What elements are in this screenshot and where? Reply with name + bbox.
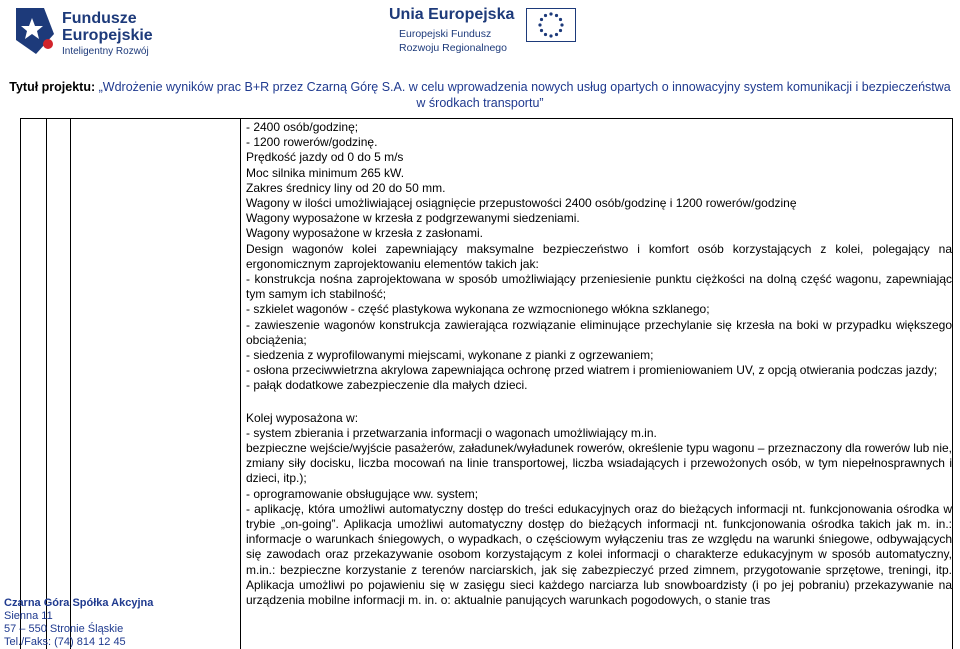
kolej-heading: Kolej wyposażona w: [246, 410, 359, 425]
design-item: - siedzenia z wyprofilowanymi miejscami, wykonane z pianki z ogrzewaniem; [246, 348, 654, 363]
design-item: - pałąk dodatkowe zabezpieczenie dla małych dzieci. [246, 378, 528, 393]
fe-star-icon [14, 4, 58, 56]
spec-line: Zakres średnicy liny od 20 do 50 mm. [246, 180, 446, 195]
kolej-item: - aplikację, która umożliwi automatyczny dostęp do treści edukacyjnych oraz do bieżących informacji nt. funkcjonowania ośrodka w trybie „on-going”. Aplikacja umożliwi automatyczny dostęp do bieżących informacji nt. funkcjonowania ośrodka takich jak m. in.: informacje o warunkach śniegowych, o wypadkach, o częściowym wyłączeniu tras ze względu na warunki śniegowe, odbywających się zawodach oraz przekazywanie osobom korzystającym z kolei informacji o charakterze edukacyjnym w sposób automatyczny, m.in.: bezpieczne korzystanie z terenów narciarskich, jak się zabezpieczyć przed zimnem, przygotowanie sprzętowe, treningi, itp. Aplikacja umożliwi po pojawieniu się w zasięgu sieci każdego narciarza lub snowboardzisty (i po jej pobraniu) przekazywanie na urządzenia mobilne informacji m. in. o: aktualnie panujących warunkach pogodowych, o stanie tras [246, 501, 952, 608]
spec-line: Wagony wyposażone w krzesła z zasłonami. [246, 226, 483, 241]
table-col-line-2 [46, 118, 47, 649]
spec-line: - 2400 osób/godzinę; [246, 120, 359, 134]
table-col-line-5 [952, 118, 953, 649]
design-item: - konstrukcja nośna zaprojektowana w sposób umożliwiający przeniesienie punktu ciężkości na dolną część wagonu, zapewniając tym samym ich stabilność; [246, 272, 952, 302]
fe-line1: Fundusze [62, 10, 137, 27]
design-item: - szkielet wagonów - część plastykowa wykonana ze wzmocnionego włókna szklanego; [246, 302, 710, 317]
fe-line2: Europejskie [62, 27, 153, 44]
ue-line2: Rozwoju Regionalnego [399, 42, 507, 54]
table-col-line-4 [240, 118, 241, 649]
kolej-item: - system zbierania i przetwarzania informacji o wagonach umożliwiający m.in. [246, 425, 657, 440]
spec-line: Wagony wyposażone w krzesła z podgrzewanymi siedzeniami. [246, 211, 580, 226]
design-paragraph: Design wagonów kolei zapewniający maksymalne bezpieczeństwo i komfort osób korzystających z kolei, polegający na ergonomicznym zaprojektowaniu elementów takich jak: [246, 241, 952, 271]
spec-content [246, 120, 952, 608]
design-item: - osłona przeciwwietrzna akrylowa zapewniająca ochronę przed wiatrem i promieniowaniem UV, z opcją otwierania podczas jazdy; [246, 363, 938, 378]
spec-line: Wagony w ilości umożliwiającej osiągnięcie przepustowości 2400 osób/godzinę i 1200 rowerów/godzinę [246, 196, 797, 211]
company-street: Sienna 11 [4, 610, 53, 622]
company-footer [4, 597, 153, 649]
table-col-line-1 [20, 118, 21, 649]
project-title-label: Tytuł projektu: [9, 80, 96, 94]
table-col-line-3 [70, 118, 71, 649]
fundusze-europejskie-logo [14, 4, 164, 60]
kolej-item: bezpieczne wejście/wyjście pasażerów, załadunek/wyładunek rowerów, określenie typu wagonu – przeznaczony dla rowerów lub nie, zmiany siły docisku, liczba mocowań na linie transportowej, liczba wsiadających i przewożonych osób, w tym niepełnosprawnych i dzieci, itp.); [246, 441, 952, 486]
paragraph-gap [246, 394, 952, 411]
ue-line1: Europejski Fundusz [399, 28, 492, 40]
eu-flag-icon [526, 8, 576, 42]
fe-subtitle: Inteligentny Rozwój [62, 46, 149, 57]
table-top-border [20, 118, 953, 119]
project-title [8, 79, 952, 111]
company-phone: Tel./Faks: (74) 814 12 45 [4, 636, 126, 648]
unia-europejska-logo [389, 6, 579, 56]
project-title-value: „Wdrożenie wyników prac B+R przez Czarną Górę S.A. w celu wprowadzenia nowych usług opartych o innowacyjny system komunikacji i bezpieczeństwa w środkach transportu” [95, 80, 951, 110]
spec-line: Prędkość jazdy od 0 do 5 m/s [246, 150, 404, 165]
ue-title: Unia Europejska [389, 6, 515, 23]
spec-line: Moc silnika minimum 265 kW. [246, 165, 405, 180]
spec-line: - 1200 rowerów/godzinę. [246, 135, 378, 150]
company-name: Czarna Góra Spółka Akcyjna [4, 597, 154, 609]
design-item: - zawieszenie wagonów konstrukcja zawierająca rozwiązanie eliminujące przechylanie się krzesła na boki w przypadku większego obciążenia; [246, 317, 952, 347]
company-city: 57 – 550 Stronie Śląskie [4, 623, 124, 635]
kolej-item: - oprogramowanie obsługujące ww. system; [246, 486, 479, 501]
